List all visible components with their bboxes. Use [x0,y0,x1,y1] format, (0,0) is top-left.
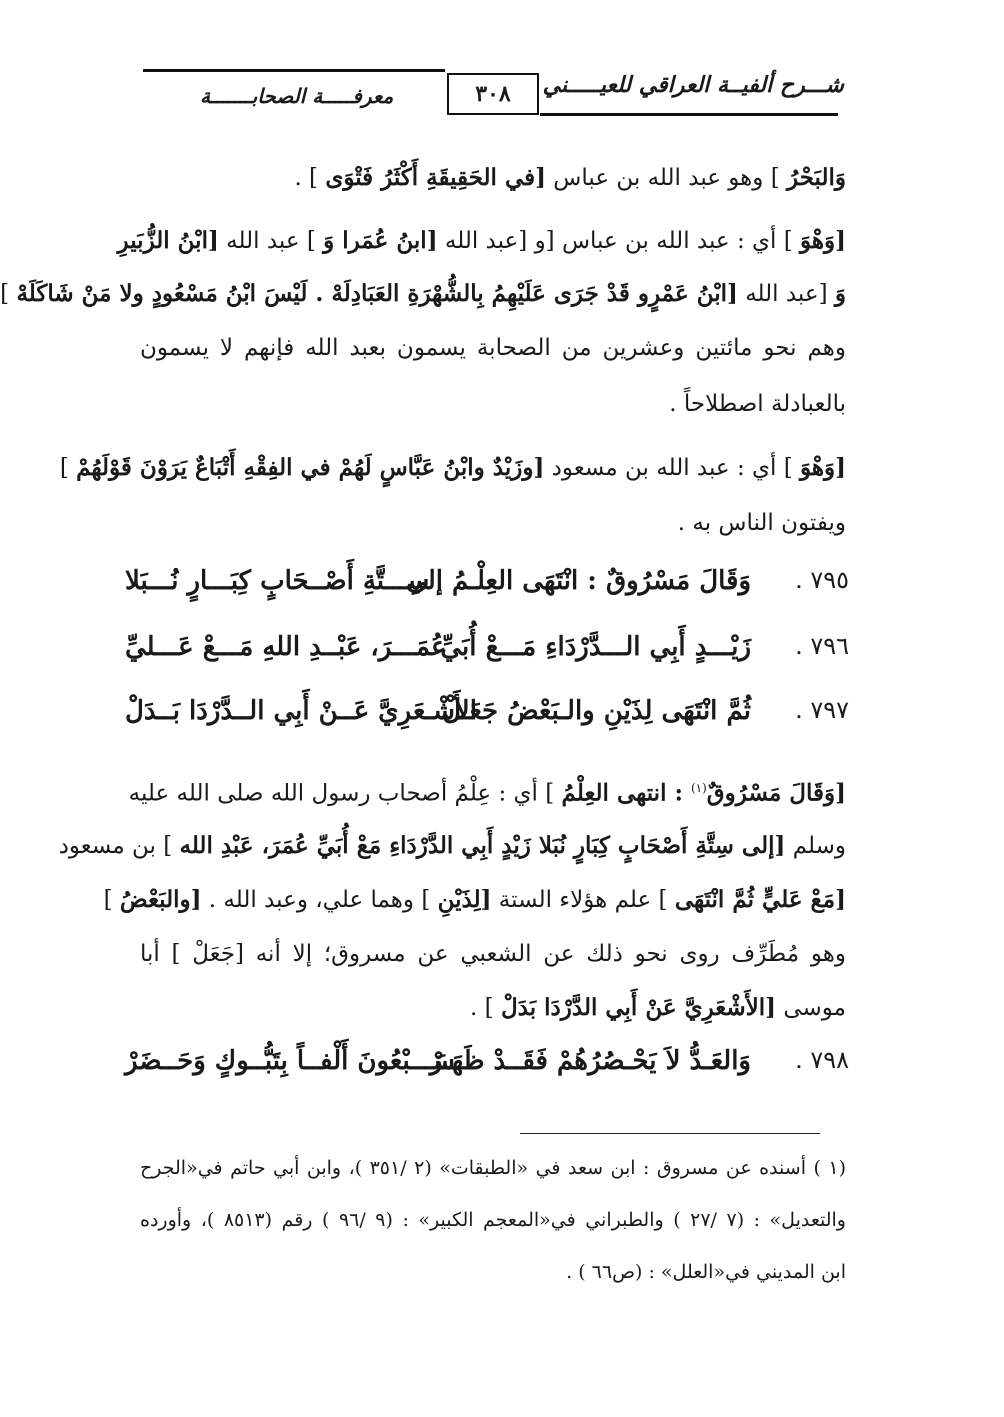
verse-798 [125,1046,849,1090]
verse-quote: [والبَعْضُ [119,886,202,913]
verse-quote: [ابْنُ عَمْرٍو قَدْ جَرَى عَلَيْهِمُ بِالشُّهْرَةِ العَبَادِلَهْ . لَيْسَ ابْنُ مَسْعُودٍ ولا مَنْ شَاكَلَهْ [16,280,738,307]
verse-second-hemistich: عُمَـــرَ، عَبْــدِ اللهِ مَـــعْ عَـــليِّ [125,632,447,662]
running-header-section-title: معرفـــــة الصحابـــــــة [200,84,394,108]
footnote-separator [520,1133,820,1134]
page-number-box [447,73,539,115]
verse-quote: [الأَشْعَرِيَّ عَنْ أَبِي الدَّرْدَا بَدَلْ [500,994,777,1021]
verse-first-hemistich: وَقَالَ مَسْرُوقٌ : انْتَهَى العِلْـمُ إلى [406,566,751,596]
verse-quote: [إلى سِتَّةِ أَصْحَابٍ كِبَارٍ نُبَلا زَيْدٍ أَبِي الدَّرْدَاءِ مَعْ أُبَيِّ عُمَرَ، عَبْدِ الله [179,832,786,859]
verse-second-hemistich: الأَشْـعَرِيَّ عَــنْ أَبِي الــدَّرْدَا بَــدَلْ [125,696,477,726]
commentary-text: ] عبد الله [218,228,324,254]
commentary-text: ] أي : عبد الله بن عباس [و [عبد الله [437,228,800,254]
commentary-text: ] . [294,165,326,191]
verse-795 [125,566,849,610]
paragraph-1-line-1 [140,158,846,198]
footnote-line-1: (١ ) أسنده عن مسروق : ابن سعد في «الطبقات» (٢ /٣٥١ )، وابن أبي حاتم في«الجرح [140,1157,846,1179]
verse-797 [125,696,849,740]
verse-first-hemistich: وَالعَـدُّ لاَ يَحْـصُرُهُمْ فَقَــدْ ظَهَـرْ [429,1046,751,1076]
paragraph-2-line-1 [117,221,846,261]
verse-number: ٧٩٧ . [795,696,849,724]
paragraph-3-line-2: ويفتون الناس به . [677,510,846,536]
verse-number: ٧٩٨ . [795,1046,849,1074]
verse-quote: وَ [834,280,846,307]
verse-second-hemistich: سِـــتَّةِ أَصْــحَابٍ كِبَـــارٍ نُـــبَلا [125,566,430,596]
commentary-text: ] [59,455,77,481]
verse-quote: : انتهى العِلْمُ [561,779,691,807]
paragraph-3-line-1 [59,448,846,488]
verse-quote: [في الحَقِيقَةِ أَكْثَرُ فَتْوَى [325,164,546,191]
commentary-text: ] وهو عبد الله بن عباس [546,165,788,191]
commentary-text: ] بن مسعود [58,833,180,859]
paragraph-4-line-3 [103,880,846,920]
verse-quote: [مَعْ عَليٍّ ثُمَّ انْتَهَى [674,886,846,913]
commentary-text: ] علم هؤلاء الستة [491,887,675,913]
verse-quote: [ابْنُ الزُّبَيرِ [117,227,219,254]
paragraph-4-line-4: وهو مُطَرِّف روى نحو ذلك عن الشعبي عن مسروق؛ إلا أنه [جَعَلْ ] أبا [140,941,846,967]
footnote-marker[interactable]: (١) [690,781,707,795]
verse-quote: [ابنُ عُمَرا وَ [323,227,438,254]
commentary-text: موسى [776,995,846,1021]
verse-quote: [لِذَيْنِ [437,886,492,913]
commentary-text: [عبد الله [737,281,835,307]
page-number: ٣٠٨ [475,81,511,107]
paragraph-4-line-1 [128,768,846,814]
paragraph-2-line-4: بالعبادلة اصطلاحاً . [669,391,846,417]
verse-quote: [وَهْوَ [800,454,846,481]
header-rule-left [143,69,445,72]
verse-quote: [وَقَالَ مَسْرُوقٌ [706,779,846,807]
verse-quote: [وزَيْدٌ وابْنُ عَبَّاسٍ لَهُمْ في الفِقْهِ أَتْبَاعٌ يَرَوْنَ قَوْلَهُمْ [76,454,545,481]
paragraph-2-line-3: وهم نحو مائتين وعشرين من الصحابة يسمون بعبد الله فإنهم لا يسمون [140,335,846,361]
verse-number: ٧٩٦ . [795,632,849,660]
verse-number: ٧٩٥ . [795,566,849,594]
verse-quote: [وَهْوَ [800,227,846,254]
commentary-text: وسلم [785,833,846,859]
commentary-text: ] أي : عِلْمُ أصحاب رسول الله صلى الله عليه [128,780,562,807]
running-header-book-title: شـــرح ألفيــة العراقي للعيـــــني [542,72,844,98]
header-rule-right [540,113,838,116]
paragraph-4-line-2 [58,826,846,866]
paragraph-4-line-5 [140,988,846,1028]
commentary-text: ] [103,887,120,913]
verse-second-hemistich: سَـــبْعُونَ أَلْفــاً بِتَبُّــوكٍ وَحَــضَرْ [125,1046,455,1076]
footnote-line-2: والتعديل» : (٧ /٢٧ ) والطبراني في«المعجم الكبير» : (٩ /٩٦ ) رقم (٨٥١٣ )، وأورده [140,1209,846,1231]
commentary-text: ] أي : عبد الله بن مسعود [544,455,800,481]
paragraph-2-line-2 [0,274,846,314]
verse-796 [125,632,849,676]
verse-first-hemistich: ثُمَّ انْتَهَى لِذَيْنِ والـبَعْضُ جَعَـلْ [442,696,751,726]
commentary-text: ] [0,281,17,307]
footnote-line-3: ابن المديني في«العلل» : (ص٦٦ ) . [566,1261,846,1283]
verse-first-hemistich: زَيْـــدٍ أَبِي الـــدَّرْدَاءِ مَـــعْ أُبَيِّ [440,632,751,662]
verse-quote: وَالبَحْرُ [787,164,846,191]
commentary-text: ] وهما علي، وعبد الله . [201,887,438,913]
commentary-text: ] . [470,995,501,1021]
